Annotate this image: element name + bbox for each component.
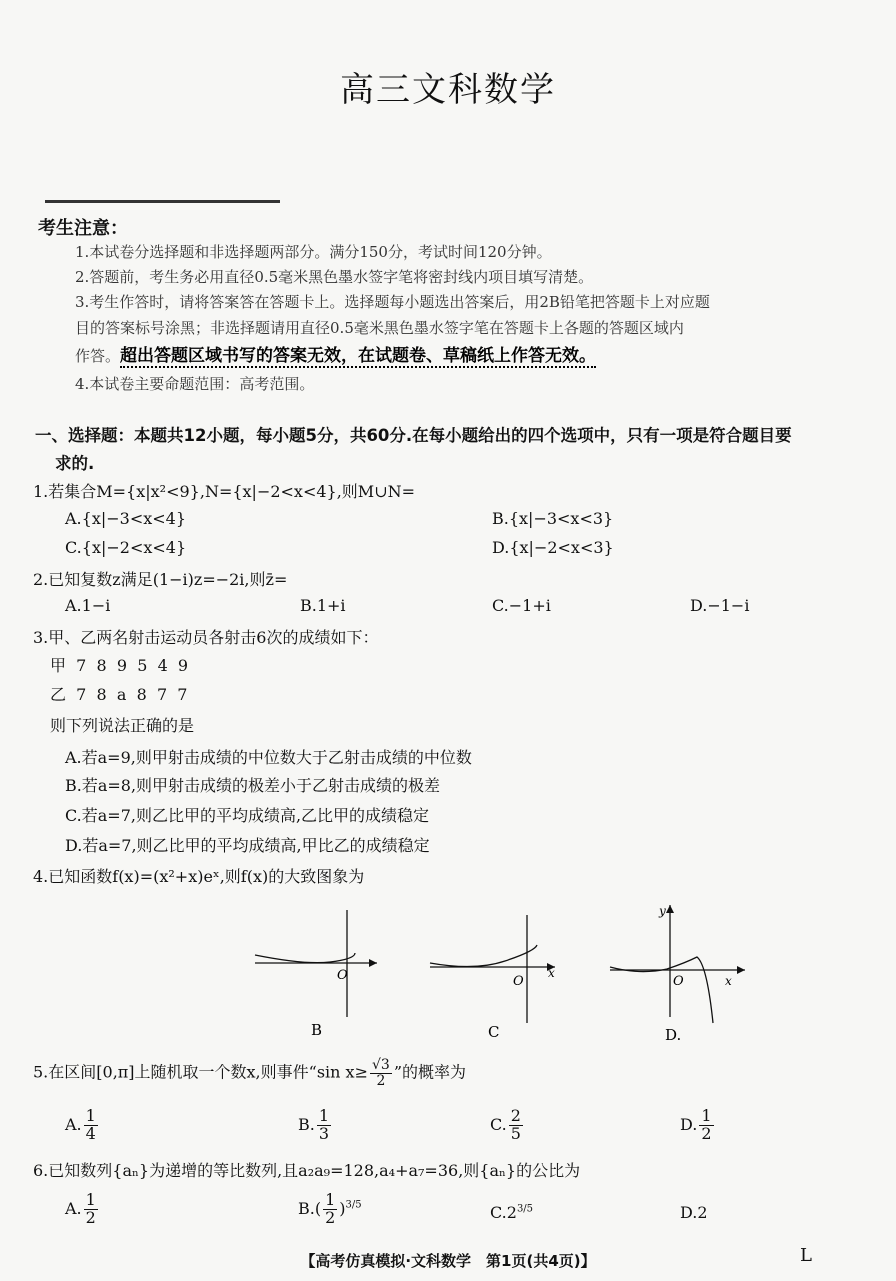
graph-d	[610, 905, 745, 1044]
q1-option-d: D.{x|−2<x<3}	[492, 538, 614, 557]
q3-ask: 则下列说法正确的是	[50, 716, 195, 735]
q5-a-num: 1	[85, 1106, 96, 1125]
q5-option-a	[65, 1108, 100, 1143]
q5-a-letter: A.	[65, 1114, 82, 1134]
q5-stem-post: ”的概率为	[393, 1062, 466, 1082]
q3-option-a: A.若a=9,则甲射击成绩的中位数大于乙射击成绩的中位数	[65, 748, 472, 767]
q6-b-num: 1	[325, 1190, 336, 1209]
notice-line-1: 1.本试卷分选择题和非选择题两部分。满分150分，考试时间120分钟。	[75, 243, 552, 261]
q5-stem-pre: 5.在区间[0,π]上随机取一个数x,则事件“sin x≥	[33, 1062, 368, 1082]
q5-option-c	[490, 1108, 525, 1143]
q5-d-letter: D.	[680, 1114, 698, 1134]
q5-c-frac	[509, 1108, 523, 1143]
q2-option-c: C.−1+i	[492, 596, 551, 615]
graph-b	[255, 910, 377, 1039]
q2-option-d: D.−1−i	[690, 596, 750, 615]
page-footer: 【高考仿真模拟·文科数学 第1页(共4页)】	[300, 1252, 596, 1270]
q3-option-c: C.若a=7,则乙比甲的平均成绩高,乙比甲的成绩稳定	[65, 806, 430, 825]
graph-d-origin: O	[673, 974, 684, 989]
graph-b-origin: O	[337, 968, 348, 983]
q5-option-d	[680, 1108, 716, 1143]
q1-option-a: A.{x|−3<x<4}	[65, 509, 187, 528]
q2-option-b: B.1+i	[300, 596, 346, 615]
q6-a-den: 2	[85, 1207, 96, 1227]
notice-line-3b: 目的答案标号涂黑；非选择题请用直径0.5毫米黑色墨水签字笔在答题卡上各题的答题区域内	[75, 319, 684, 337]
q5-fraction	[370, 1058, 392, 1088]
section-heading-cont: 求的.	[55, 454, 95, 473]
q6-c-base: C.2	[490, 1203, 517, 1222]
q3-row-jia: 甲 7 8 9 5 4 9	[50, 656, 189, 675]
q2-stem: 2.已知复数z满足(1−i)z=−2i,则z̄=	[33, 570, 288, 589]
q4-stem: 4.已知函数f(x)=(x²+x)eˣ,则f(x)的大致图象为	[33, 867, 365, 886]
q5-d-num: 1	[701, 1106, 712, 1125]
page-title: 高三文科数学	[340, 70, 556, 110]
q5-b-frac	[317, 1108, 331, 1143]
header-rule	[45, 200, 280, 203]
graph-c-label: C	[488, 1023, 500, 1041]
q5-b-den: 3	[318, 1123, 330, 1143]
q5-fraction-num: √3	[371, 1057, 390, 1073]
notice-line-3a: 3.考生作答时，请将答案答在答题卡上。选择题每小题选出答案后，用2B铅笔把答题卡上对应题	[75, 293, 710, 311]
graph-c-xaxis: x	[548, 966, 555, 980]
q5-c-den: 5	[510, 1123, 521, 1143]
graph-c	[430, 915, 555, 1041]
q5-d-den: 2	[701, 1123, 712, 1143]
q3-option-b: B.若a=8,则甲射击成绩的极差小于乙射击成绩的极差	[65, 776, 441, 795]
q5-d-frac	[699, 1108, 713, 1143]
section-heading: 一、选择题：本题共12小题，每小题5分，共60分.在每小题给出的四个选项中，只有一项是符合题目要	[35, 426, 792, 445]
q6-option-c	[490, 1203, 533, 1222]
q5-option-b	[298, 1108, 333, 1143]
q2-option-a: A.1−i	[65, 596, 111, 615]
notice-line-3c	[75, 341, 596, 366]
q6-option-a	[65, 1192, 100, 1227]
graph-b-label: B	[311, 1021, 323, 1039]
q1-option-b: B.{x|−3<x<3}	[492, 509, 614, 528]
q4-graphs	[245, 905, 765, 1045]
notice-heading: 考生注意：	[38, 218, 128, 239]
q6-a-num: 1	[85, 1190, 96, 1209]
corner-mark: L	[800, 1245, 812, 1266]
q1-stem: 1.若集合M={x|x²<9},N={x|−2<x<4},则M∪N=	[33, 482, 416, 501]
graph-c-origin: O	[513, 974, 524, 989]
q6-b-frac	[323, 1192, 337, 1227]
q5-b-letter: B.	[298, 1114, 315, 1134]
q3-option-d: D.若a=7,则乙比甲的平均成绩高,甲比乙的成绩稳定	[65, 836, 430, 855]
q5-a-frac	[84, 1108, 98, 1143]
q5-fraction-den: 2	[376, 1072, 386, 1089]
q5-b-num: 1	[318, 1106, 330, 1125]
notice-emphasis: 超出答题区域书写的答案无效，在试题卷、草稿纸上作答无效。	[120, 346, 597, 366]
q6-b-den: 2	[325, 1207, 336, 1227]
q5-a-den: 4	[85, 1123, 96, 1143]
q6-stem: 6.已知数列{aₙ}为递增的等比数列,且a₂a₉=128,a₄+a₇=36,则{aₙ}的公比为	[33, 1161, 581, 1180]
notice-line-3c-prefix: 作答。	[75, 347, 121, 365]
q5-stem	[33, 1058, 466, 1088]
q1-option-c: C.{x|−2<x<4}	[65, 538, 187, 557]
q3-row-yi: 乙 7 8 a 8 7 7	[50, 685, 188, 704]
graph-d-xaxis: x	[725, 974, 732, 988]
q6-a-letter: A.	[65, 1198, 82, 1218]
q6-b-prefix: B.(	[298, 1198, 322, 1218]
q6-option-d: D.2	[680, 1203, 708, 1222]
notice-line-4: 4.本试卷主要命题范围：高考范围。	[75, 375, 315, 393]
q6-b-exponent: 3/5	[345, 1199, 362, 1211]
q6-b-close: )	[339, 1198, 346, 1218]
notice-line-2: 2.答题前，考生务必用直径0.5毫米黑色墨水签字笔将密封线内项目填写清楚。	[75, 268, 594, 286]
graph-d-yaxis: y	[659, 905, 666, 918]
q6-a-frac	[84, 1192, 98, 1227]
q6-option-b	[298, 1192, 362, 1227]
q3-stem: 3.甲、乙两名射击运动员各射击6次的成绩如下：	[33, 628, 379, 647]
q5-c-num: 2	[510, 1106, 521, 1125]
q6-c-exponent: 3/5	[516, 1203, 534, 1215]
q5-c-letter: C.	[490, 1114, 507, 1134]
graph-d-label: D.	[665, 1026, 682, 1044]
